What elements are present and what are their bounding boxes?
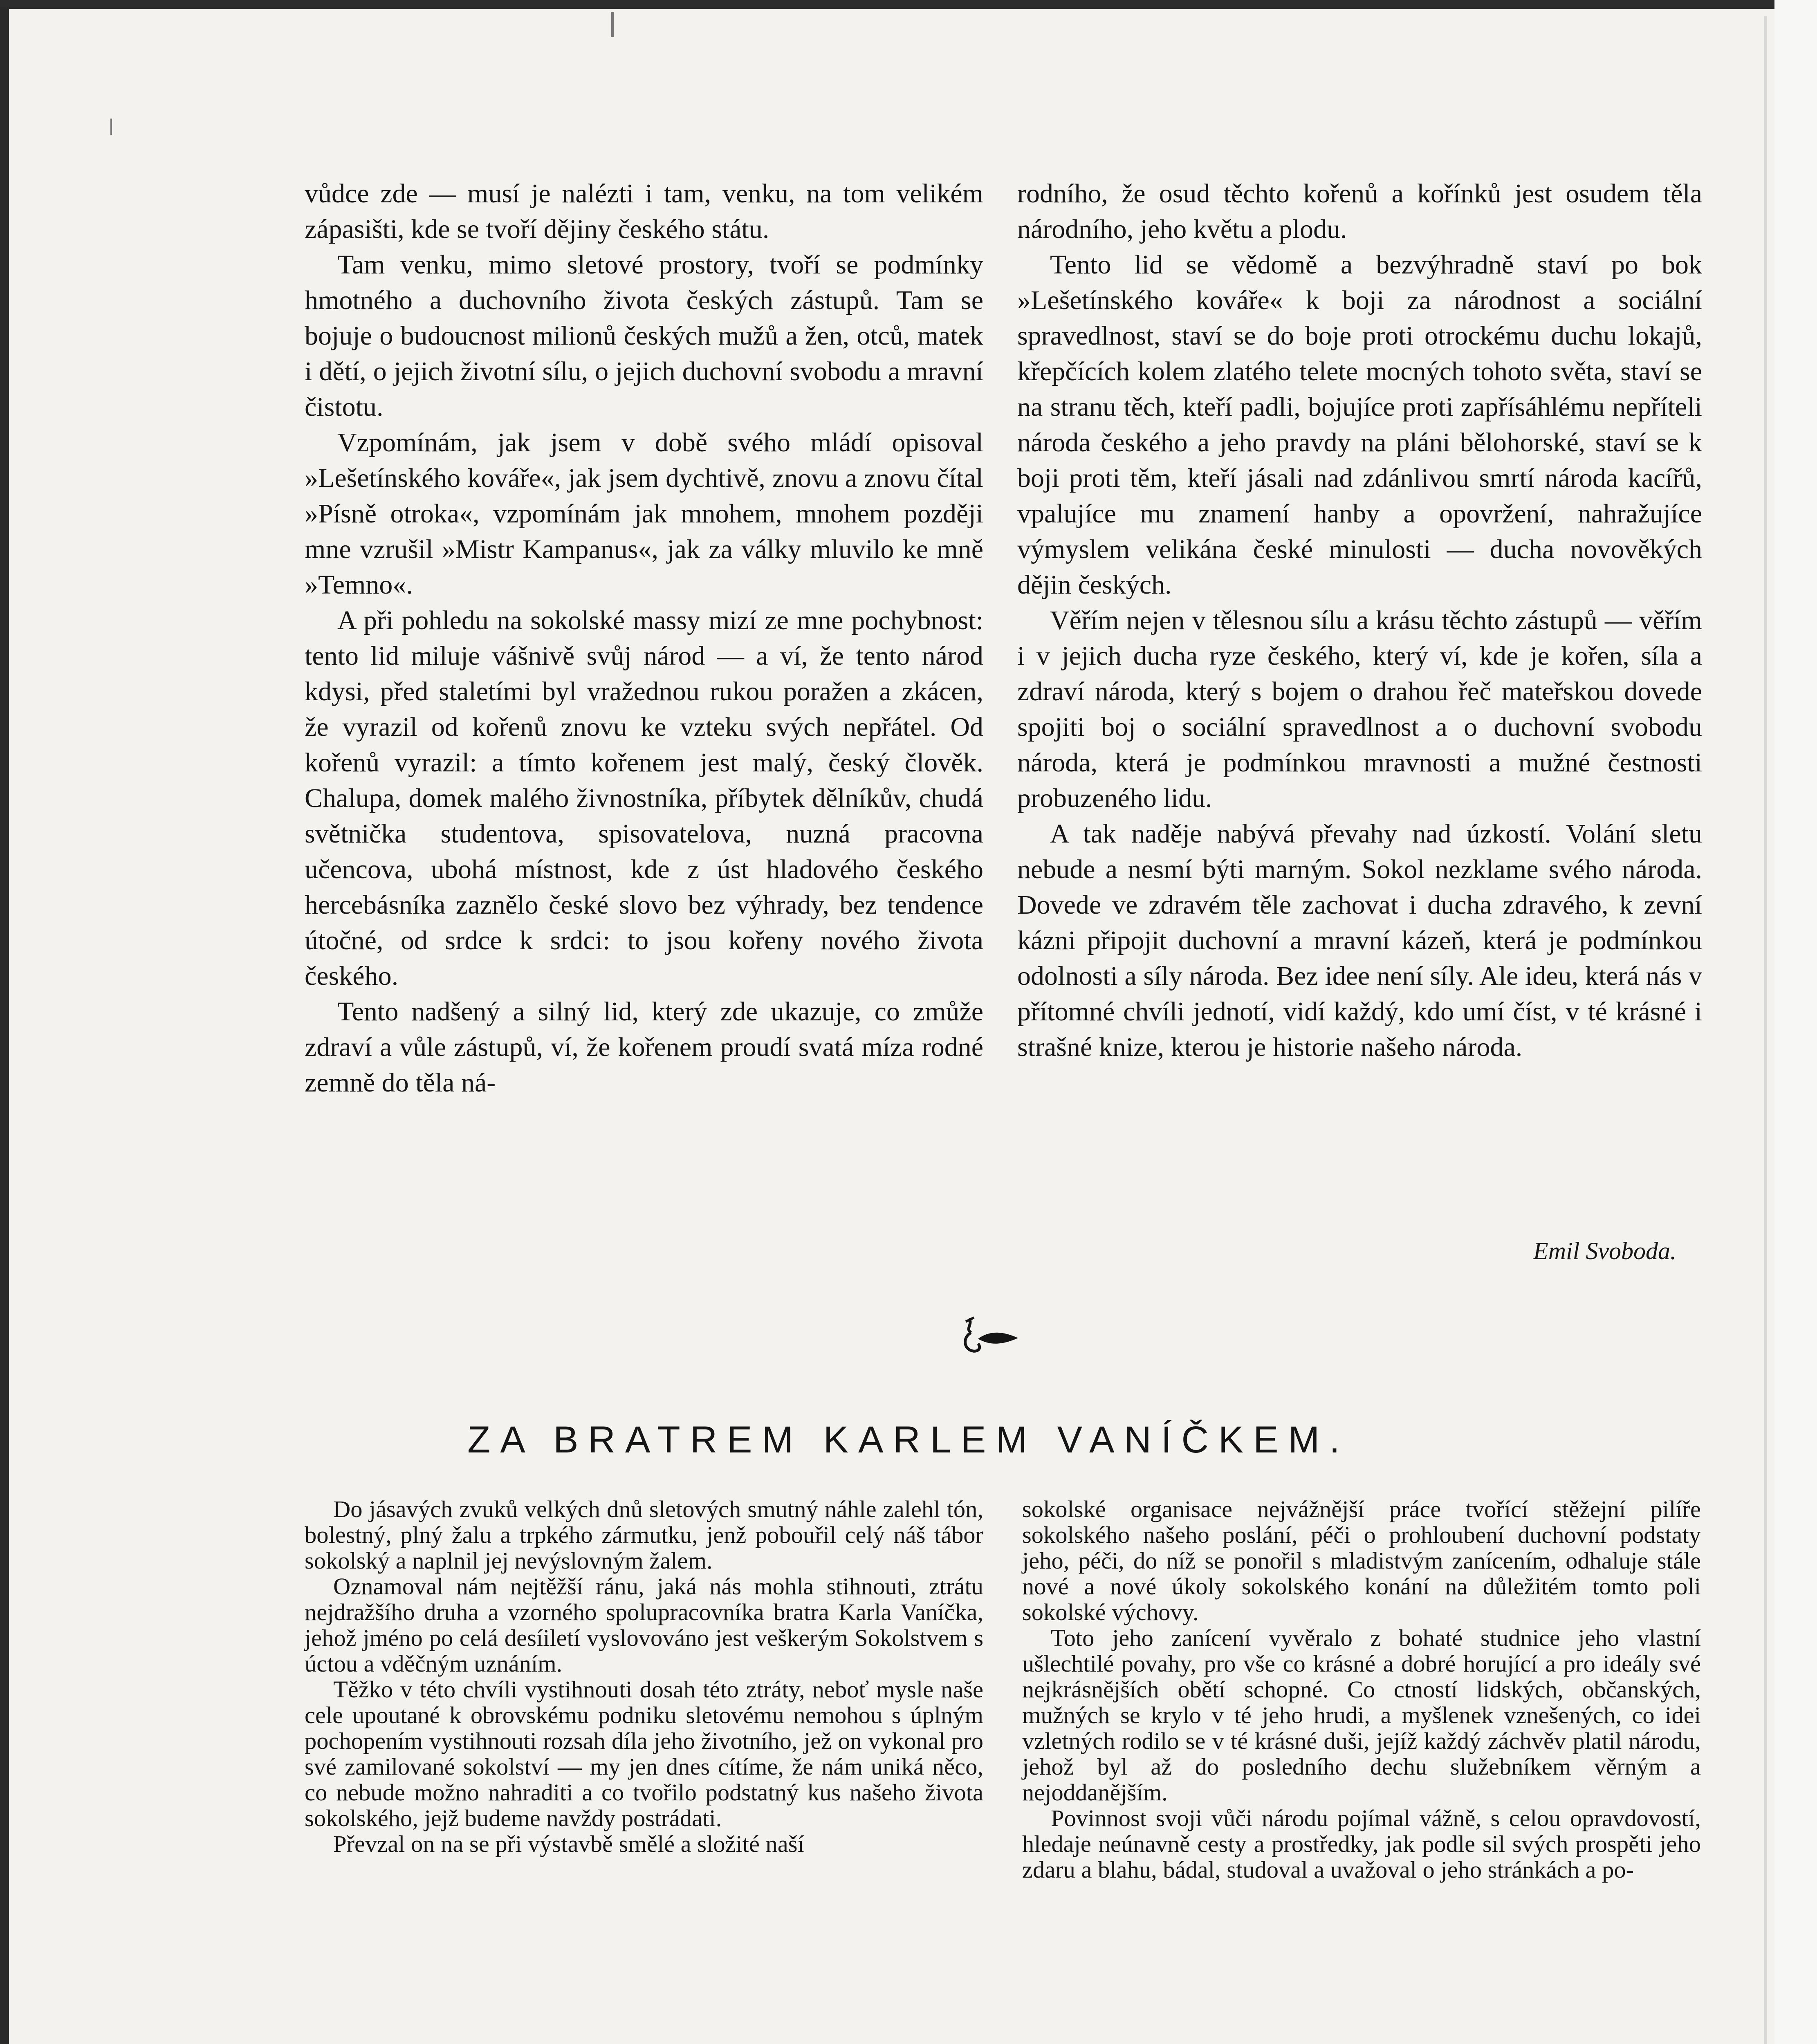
article2-left-paragraph: Oznamoval nám nejtěžší ránu, jaká nás mohla stihnouti, ztrátu nejdražšího druha a vzorného spolupracovníka bratra Karla Vaníčka, jehož jméno po celá desíiletí vyslovováno jest veškerým Sokolstvem s úctou a vděčným uznáním. <box>305 1573 983 1677</box>
article1-right-paragraph: rodního, že osud těchto kořenů a kořínků jest osudem těla národního, jeho květu a plodu. <box>1017 179 1702 244</box>
article1-left-column <box>305 176 983 1100</box>
article1-right-column <box>1017 176 1702 1065</box>
article1-signature: Emil Svoboda. <box>1533 1237 1676 1264</box>
article2-left-paragraph: Do jásavých zvuků velkých dnů sletových smutný náhle zalehl tón, bolestný, plný žalu a trpkého zármutku, jenž pobouřil celý náš tábor sokolský a naplnil jej nevýslovným žalem. <box>305 1496 983 1574</box>
scan-artifact <box>110 119 112 135</box>
article2-right-paragraph: sokolské organisace nejvážnější práce tvořící stěžejní pilíře sokolského našeho poslání, péči o prohloubení duchovní podstaty jeho, péči, do níž se ponořil s mladistvým zanícením, odhaluje stále nové a nové úkoly sokolského konání na důležitém tomto poli sokolské výchovy. <box>1022 1496 1701 1625</box>
right-margin-strip <box>1774 0 1817 2044</box>
scan-artifact <box>1764 16 1767 2044</box>
article1-left-paragraph: Tento nadšený a silný lid, který zde ukazuje, co zmůže zdraví a vůle zástupů, ví, že kořenem proudí svatá míza rodné zemně do těla ná- <box>305 997 983 1098</box>
article2-left-paragraph: Těžko v této chvíli vystihnouti dosah této ztráty, neboť mysle naše cele upoutané k obrovskému podniku sletovému nemohou s úplným pochopením vystihnouti rozsah díla jeho životního, jež on vykonal pro své zamilované sokolství — my jen dnes cítíme, že nám uniká něco, co nebude možno nahraditi a co tvořilo podstatný kus našeho života sokolského, jejž budeme navždy postrádati. <box>305 1676 983 1831</box>
article2-right-paragraph: Povinnost svoji vůči národu pojímal vážně, s celou opravdovostí, hledaje neúnavně cesty a prostředky, jak podle sil svých prospěti jeho zdaru a blahu, bádal, studoval a uvažoval o jeho stránkách a po- <box>1022 1805 1701 1883</box>
scan-artifact <box>611 12 614 37</box>
decorative-leaf-ornament <box>961 1314 1022 1359</box>
article1-left-paragraph: A při pohledu na sokolské massy mizí ze mne pochybnost: tento lid miluje vášnivě svůj národ — a ví, že tento národ kdysi, před staletími byl vražednou rukou poražen a zkácen, že vyrazil od kořenů znovu ke vzteku svých nepřátel. Od kořenů vyrazil: a tímto kořenem jest malý, český člověk. Chalupa, domek malého živnostníka, příbytek dělníkův, chudá světnička studentova, spisovatelova, nuzná pracovna učencova, ubohá místnost, kde z úst hladového českého hercebásníka zaznělo české slovo bez výhrady, bez tendence útočné, od srdce k srdci: to jsou kořeny nového života českého. <box>305 605 983 991</box>
article1-left-paragraph: Tam venku, mimo sletové prostory, tvoří se podmínky hmotného a duchovního života českých zástupů. Tam se bojuje o budoucnost milionů českých mužů a žen, otců, matek i dětí, o jejich životní sílu, o jejich duchovní svobodu a mravní čistotu. <box>305 250 983 422</box>
article2-right-paragraph: Toto jeho zanícení vyvěralo z bohaté studnice jeho vlastní ušlechtilé povahy, pro vše co krásné a dobré horující a pro ideály své nejkrásnějších obětí schopné. Co ctností lidských, občanských, mužných se krylo v té jeho hrudi, a myšlenek vznešených, co idei vzletných rodilo se v té krásné duši, jejíž každý záchvěv platil národu, jehož byl až do posledního dechu služebníkem věrným a nejoddanějším. <box>1022 1625 1701 1806</box>
article1-right-paragraph: Věřím nejen v tělesnou sílu a krásu těchto zástupů — věřím i v jejich ducha ryze českého, který ví, kde je kořen, síla a zdraví národa, který s bojem o drahou řeč mateřskou dovede spojiti boj o sociální spravedlnost a o duchovní svobodu národa, která je podmínkou mravnosti a mužné čestnosti probuzeného lidu. <box>1017 605 1702 813</box>
article2-title: ZA BRATREM KARLEM VANÍČKEM. <box>467 1419 1350 1461</box>
article1-right-paragraph: Tento lid se vědomě a bezvýhradně staví po bok »Lešetínského kováře« k boji za národnost a sociální spravedlnost, staví se do boje proti otrockému duchu lokajů, křepčících kolem zlatého telete mocných tohoto světa, staví se na stranu těch, kteří padli, bojujíce proti zapřísáhlému nepříteli národa českého a jeho pravdy na pláni bělohorské, staví se k boji proti těm, kteří jásali nad zdánlivou smrtí národa kacířů, vpalujíce mu znamení hanby a opovržení, nahražujíce výmyslem velikána české minulosti — ducha novověkých dějin českých. <box>1017 250 1702 600</box>
article2-right-column <box>1022 1496 1701 1883</box>
article2-left-paragraph: Převzal on na se při výstavbě smělé a složité naší <box>333 1831 804 1857</box>
article1-right-paragraph: A tak naděje nabývá převahy nad úzkostí. Volání sletu nebude a nesmí býti marným. Sokol nezklame svého národa. Dovede ve zdravém těle zachovat i ducha zdravého, k zevní kázni připojit duchovní a mravní kázeň, která je podmínkou odolnosti a síly národa. Bez idee není síly. Ale ideu, která nás v přítomné chvíli jednotí, vidí každý, kdo umí číst, v té krásné i strašné knize, kterou je historie našeho národa. <box>1017 819 1702 1062</box>
article2-left-column <box>305 1496 983 1857</box>
top-scan-edge <box>0 0 1817 7</box>
article1-left-paragraph: Vzpomínám, jak jsem v době svého mládí opisoval »Lešetínského kováře«, jak jsem dychtivě, znovu a znovu čítal »Písně otroka«, vzpomínám jak mnohem, mnohem později mne vzrušil »Mistr Kampanus«, jak za války mluvilo ke mně »Temno«. <box>305 428 983 600</box>
leaf-ornament-icon <box>961 1314 1022 1359</box>
article1-left-paragraph: vůdce zde — musí je nalézti i tam, venku, na tom velikém zápasišti, kde se tvoří dějiny českého státu. <box>305 179 983 244</box>
